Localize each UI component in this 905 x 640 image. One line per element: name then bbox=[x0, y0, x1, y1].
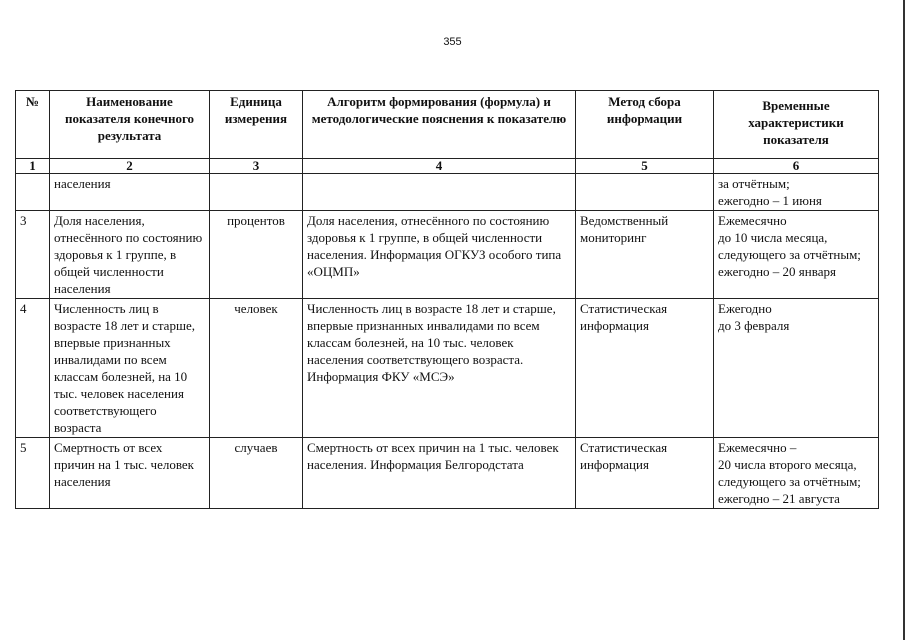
timing-cell: Ежемесячно – 20 числа второго месяца, следующего за отчётным; ежегодно – 21 августа bbox=[714, 438, 879, 509]
row-number-cell bbox=[16, 174, 50, 211]
page-number: 355 bbox=[443, 36, 462, 48]
header-unit: Единица измерения bbox=[210, 91, 303, 159]
indicator-name-cell: Смертность от всех причин на 1 тыс. человек населения bbox=[50, 438, 210, 509]
indicator-name-cell: Численность лиц в возрасте 18 лет и старше, впервые признанных инвалидами по всем классам болезней, на 10 тыс. человек населения соответствующего возраста bbox=[50, 299, 210, 438]
algorithm-cell bbox=[303, 174, 576, 211]
indicator-name-cell: Доля населения, отнесённого по состоянию здоровья к 1 группе, в общей численности населения bbox=[50, 211, 210, 299]
header-indicator-name: Наименование показателя конечного результата bbox=[50, 91, 210, 159]
row-number-cell: 5 bbox=[16, 438, 50, 509]
header-timing: Временные характеристики показателя bbox=[714, 91, 879, 159]
unit-cell: человек bbox=[210, 299, 303, 438]
table-body bbox=[16, 174, 879, 509]
header-row bbox=[16, 91, 879, 159]
row-number-cell: 3 bbox=[16, 211, 50, 299]
indicator-name-cell: населения bbox=[50, 174, 210, 211]
timing-cell: Ежемесячно до 10 числа месяца, следующего за отчётным; ежегодно – 20 января bbox=[714, 211, 879, 299]
table-row bbox=[16, 299, 879, 438]
header-number: № bbox=[16, 91, 50, 159]
table-row bbox=[16, 438, 879, 509]
column-number: 6 bbox=[714, 159, 879, 174]
table-row bbox=[16, 211, 879, 299]
unit-cell: случаев bbox=[210, 438, 303, 509]
method-cell: Статистическая информация bbox=[576, 299, 714, 438]
algorithm-cell: Смертность от всех причин на 1 тыс. человек населения. Информация Белгородстата bbox=[303, 438, 576, 509]
method-cell bbox=[576, 174, 714, 211]
table-row bbox=[16, 174, 879, 211]
column-number: 3 bbox=[210, 159, 303, 174]
unit-cell: процентов bbox=[210, 211, 303, 299]
algorithm-cell: Доля населения, отнесённого по состоянию здоровья к 1 группе, в общей численности населения. Информация ОГКУЗ особого типа «ОЦМП» bbox=[303, 211, 576, 299]
indicators-table bbox=[15, 90, 879, 509]
column-number: 4 bbox=[303, 159, 576, 174]
row-number-cell: 4 bbox=[16, 299, 50, 438]
header-method: Метод сбора информации bbox=[576, 91, 714, 159]
algorithm-cell: Численность лиц в возрасте 18 лет и старше, впервые признанных инвалидами по всем классам болезней, на 10 тыс. человек населения соответствующего возраста. Информация ФКУ «МСЭ» bbox=[303, 299, 576, 438]
timing-cell: Ежегодно до 3 февраля bbox=[714, 299, 879, 438]
timing-cell: за отчётным; ежегодно – 1 июня bbox=[714, 174, 879, 211]
column-number: 5 bbox=[576, 159, 714, 174]
method-cell: Ведомственный мониторинг bbox=[576, 211, 714, 299]
column-number: 2 bbox=[50, 159, 210, 174]
method-cell: Статистическая информация bbox=[576, 438, 714, 509]
column-number-row bbox=[16, 159, 879, 174]
column-number: 1 bbox=[16, 159, 50, 174]
header-algorithm: Алгоритм формирования (формула) и методологические пояснения к показателю bbox=[303, 91, 576, 159]
unit-cell bbox=[210, 174, 303, 211]
